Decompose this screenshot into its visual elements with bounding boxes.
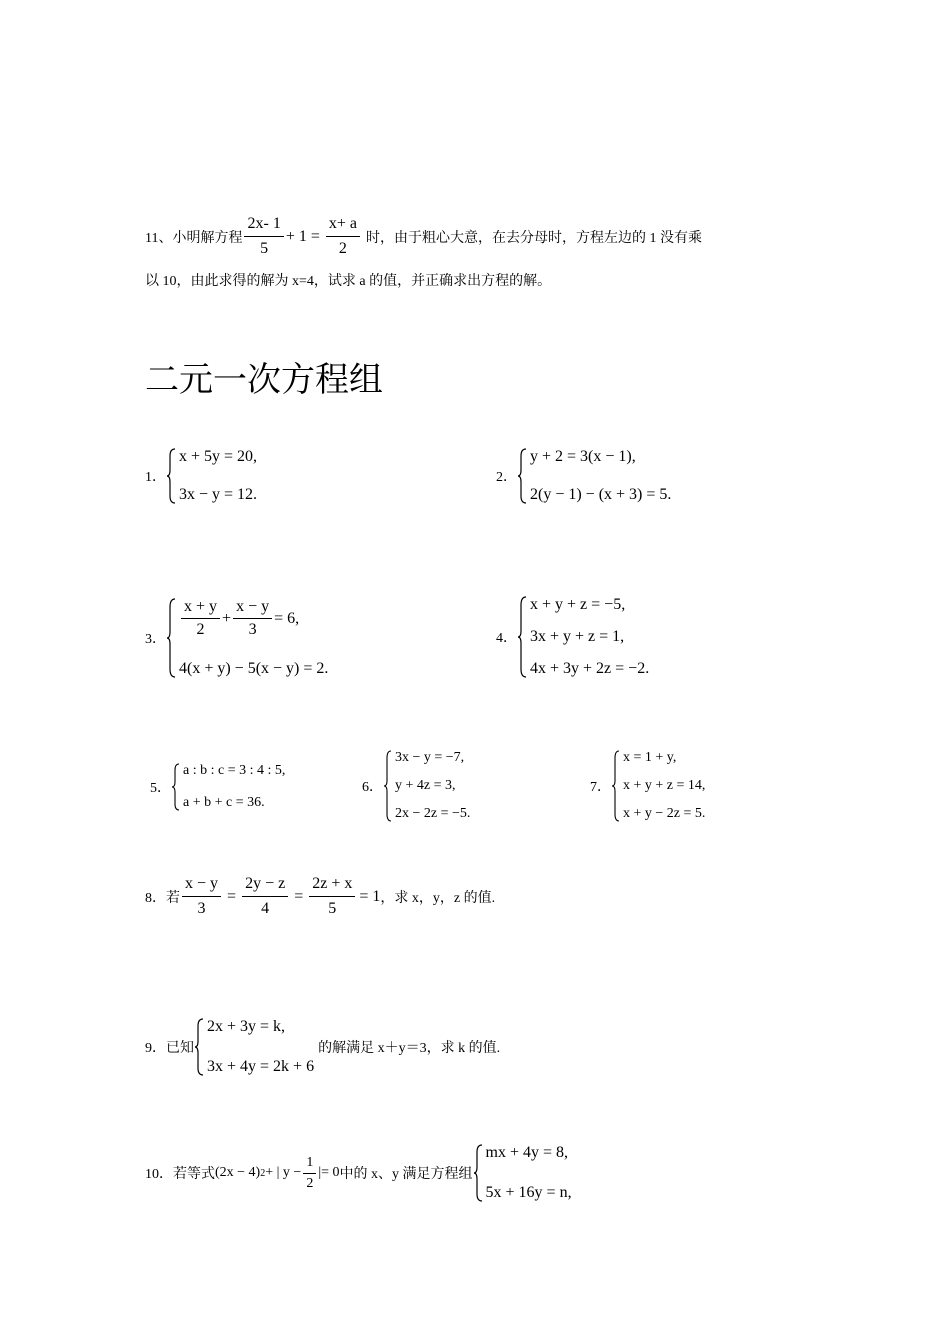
equation-1: 2x + 3y = k, — [207, 1018, 286, 1035]
question-9 — [145, 1018, 500, 1076]
question-8-label: 8．若 — [145, 890, 180, 906]
question-10 — [145, 1144, 572, 1202]
numerator: 2z + x — [309, 874, 355, 897]
equation-3: 4x + 3y + 2z = −2. — [530, 660, 650, 677]
question-3-label: 3． — [145, 632, 166, 647]
question-5 — [150, 763, 285, 811]
equation-system-6 — [383, 750, 470, 822]
problem-11-label: 11、小明解方程 — [145, 230, 243, 246]
question-1 — [145, 448, 257, 504]
question-4 — [496, 596, 649, 678]
numerator: 1 — [303, 1155, 316, 1174]
numerator: x − y — [182, 874, 221, 897]
expression-part-c: |= 0 — [318, 1165, 340, 1180]
question-5-label: 5． — [150, 781, 171, 796]
question-9-text: 的解满足 x＋y＝3，求 k 的值. — [318, 1041, 501, 1056]
equation-2: 3x + y + z = 1, — [530, 628, 625, 645]
fraction-one-half — [303, 1155, 316, 1192]
question-1-label: 1． — [145, 470, 166, 485]
question-2-label: 2． — [496, 470, 517, 485]
brace-icon — [517, 596, 527, 678]
brace-icon — [171, 763, 180, 811]
brace-icon — [166, 598, 176, 678]
fraction-1-denominator: 5 — [260, 240, 269, 257]
equation-1: mx + 4y = 8, — [485, 1144, 569, 1161]
brace-icon — [611, 750, 620, 822]
denominator: 2 — [306, 1175, 314, 1191]
denominator: 4 — [261, 900, 270, 917]
equation-tail: = 6, — [274, 609, 300, 627]
brace-icon — [194, 1018, 204, 1076]
denominator: 3 — [248, 621, 257, 638]
denominator: 3 — [197, 900, 206, 917]
brace-icon — [166, 448, 176, 504]
equation-1 — [179, 598, 328, 639]
denominator: 5 — [328, 900, 337, 917]
brace-icon — [383, 750, 392, 822]
denominator: 2 — [196, 621, 205, 638]
equation-1: x + y + z = −5, — [530, 596, 626, 613]
equation-system-3 — [166, 598, 328, 678]
equation-2: y + 4z = 3, — [395, 778, 456, 793]
fraction-x-minus-y — [233, 598, 272, 639]
equation-3: x + y − 2z = 5. — [623, 806, 706, 821]
fraction-1 — [182, 874, 221, 919]
equation-2: 4(x + y) − 5(x − y) = 2. — [179, 660, 329, 677]
equation-system-5 — [171, 763, 285, 811]
question-8 — [145, 874, 495, 919]
equation-1: x = 1 + y, — [623, 750, 677, 765]
fraction-1 — [244, 214, 283, 259]
numerator: x − y — [233, 598, 272, 619]
question-2 — [496, 448, 671, 504]
question-6-label: 6． — [362, 780, 383, 795]
equation-2: 2(y − 1) − (x + 3) = 5. — [530, 486, 672, 503]
question-7 — [590, 750, 705, 822]
brace-icon — [517, 448, 527, 504]
question-6 — [362, 750, 470, 822]
equation-2: 3x + 4y = 2k + 6 — [207, 1058, 315, 1075]
question-8-text: ，求 x，y，z 的值. — [380, 890, 496, 906]
question-7-label: 7． — [590, 780, 611, 795]
fraction-2-numerator: x+ a — [326, 214, 360, 237]
question-10-label: 10．若等式 — [145, 1167, 215, 1182]
equals-sign: = — [294, 887, 304, 905]
fraction-x-plus-y — [181, 598, 220, 639]
problem-11 — [145, 214, 702, 259]
equation-1: x + 5y = 20, — [179, 448, 258, 465]
equation-3: 2x − 2z = −5. — [395, 806, 471, 821]
equals-sign: = — [227, 887, 237, 905]
fraction-3 — [309, 874, 355, 919]
equation-system-1 — [166, 448, 257, 504]
fraction-1-numerator: 2x- 1 — [244, 214, 283, 237]
fraction-2 — [326, 214, 360, 259]
equation-1: a : b : c = 3 : 4 : 5, — [183, 763, 286, 778]
question-3 — [145, 598, 328, 678]
plus-sign: + — [222, 609, 232, 627]
equation-2: 5x + 16y = n, — [485, 1184, 572, 1201]
plus-one-equals: + 1 = — [285, 227, 320, 245]
equation-system-7 — [611, 750, 705, 822]
equation-system-4 — [517, 596, 649, 678]
section-title: 二元一次方程组 — [145, 362, 383, 399]
equation-system-2 — [517, 448, 671, 504]
problem-11-line-2: 以 10，由此求得的解为 x=4，试求 a 的值，并正确求出方程的解。 — [145, 274, 552, 289]
numerator: x + y — [181, 598, 220, 619]
brace-icon — [473, 1144, 483, 1202]
expression-part-a: (2x − 4) — [215, 1165, 261, 1180]
equation-system-9 — [194, 1018, 314, 1076]
fraction-2-denominator: 2 — [338, 240, 347, 257]
fraction-2 — [242, 874, 288, 919]
equation-1: 3x − y = −7, — [395, 750, 465, 765]
equation-system-10 — [473, 1144, 572, 1202]
equals-one: = 1 — [359, 887, 381, 905]
numerator: 2y − z — [242, 874, 288, 897]
question-10-text: 中的 x、y 满足方程组 — [339, 1167, 473, 1182]
question-4-label: 4． — [496, 631, 517, 646]
expression-part-b: + | y − — [265, 1165, 302, 1180]
equation-2: a + b + c = 36. — [183, 795, 265, 810]
equation-2: x + y + z = 14, — [623, 778, 706, 793]
exponent: 2 — [260, 1167, 266, 1179]
question-9-label: 9．已知 — [145, 1041, 194, 1056]
equation-1: y + 2 = 3(x − 1), — [530, 448, 636, 465]
equation-2: 3x − y = 12. — [179, 486, 258, 503]
problem-11-text: 时，由于粗心大意，在去分母时，方程左边的 1 没有乘 — [365, 230, 702, 246]
